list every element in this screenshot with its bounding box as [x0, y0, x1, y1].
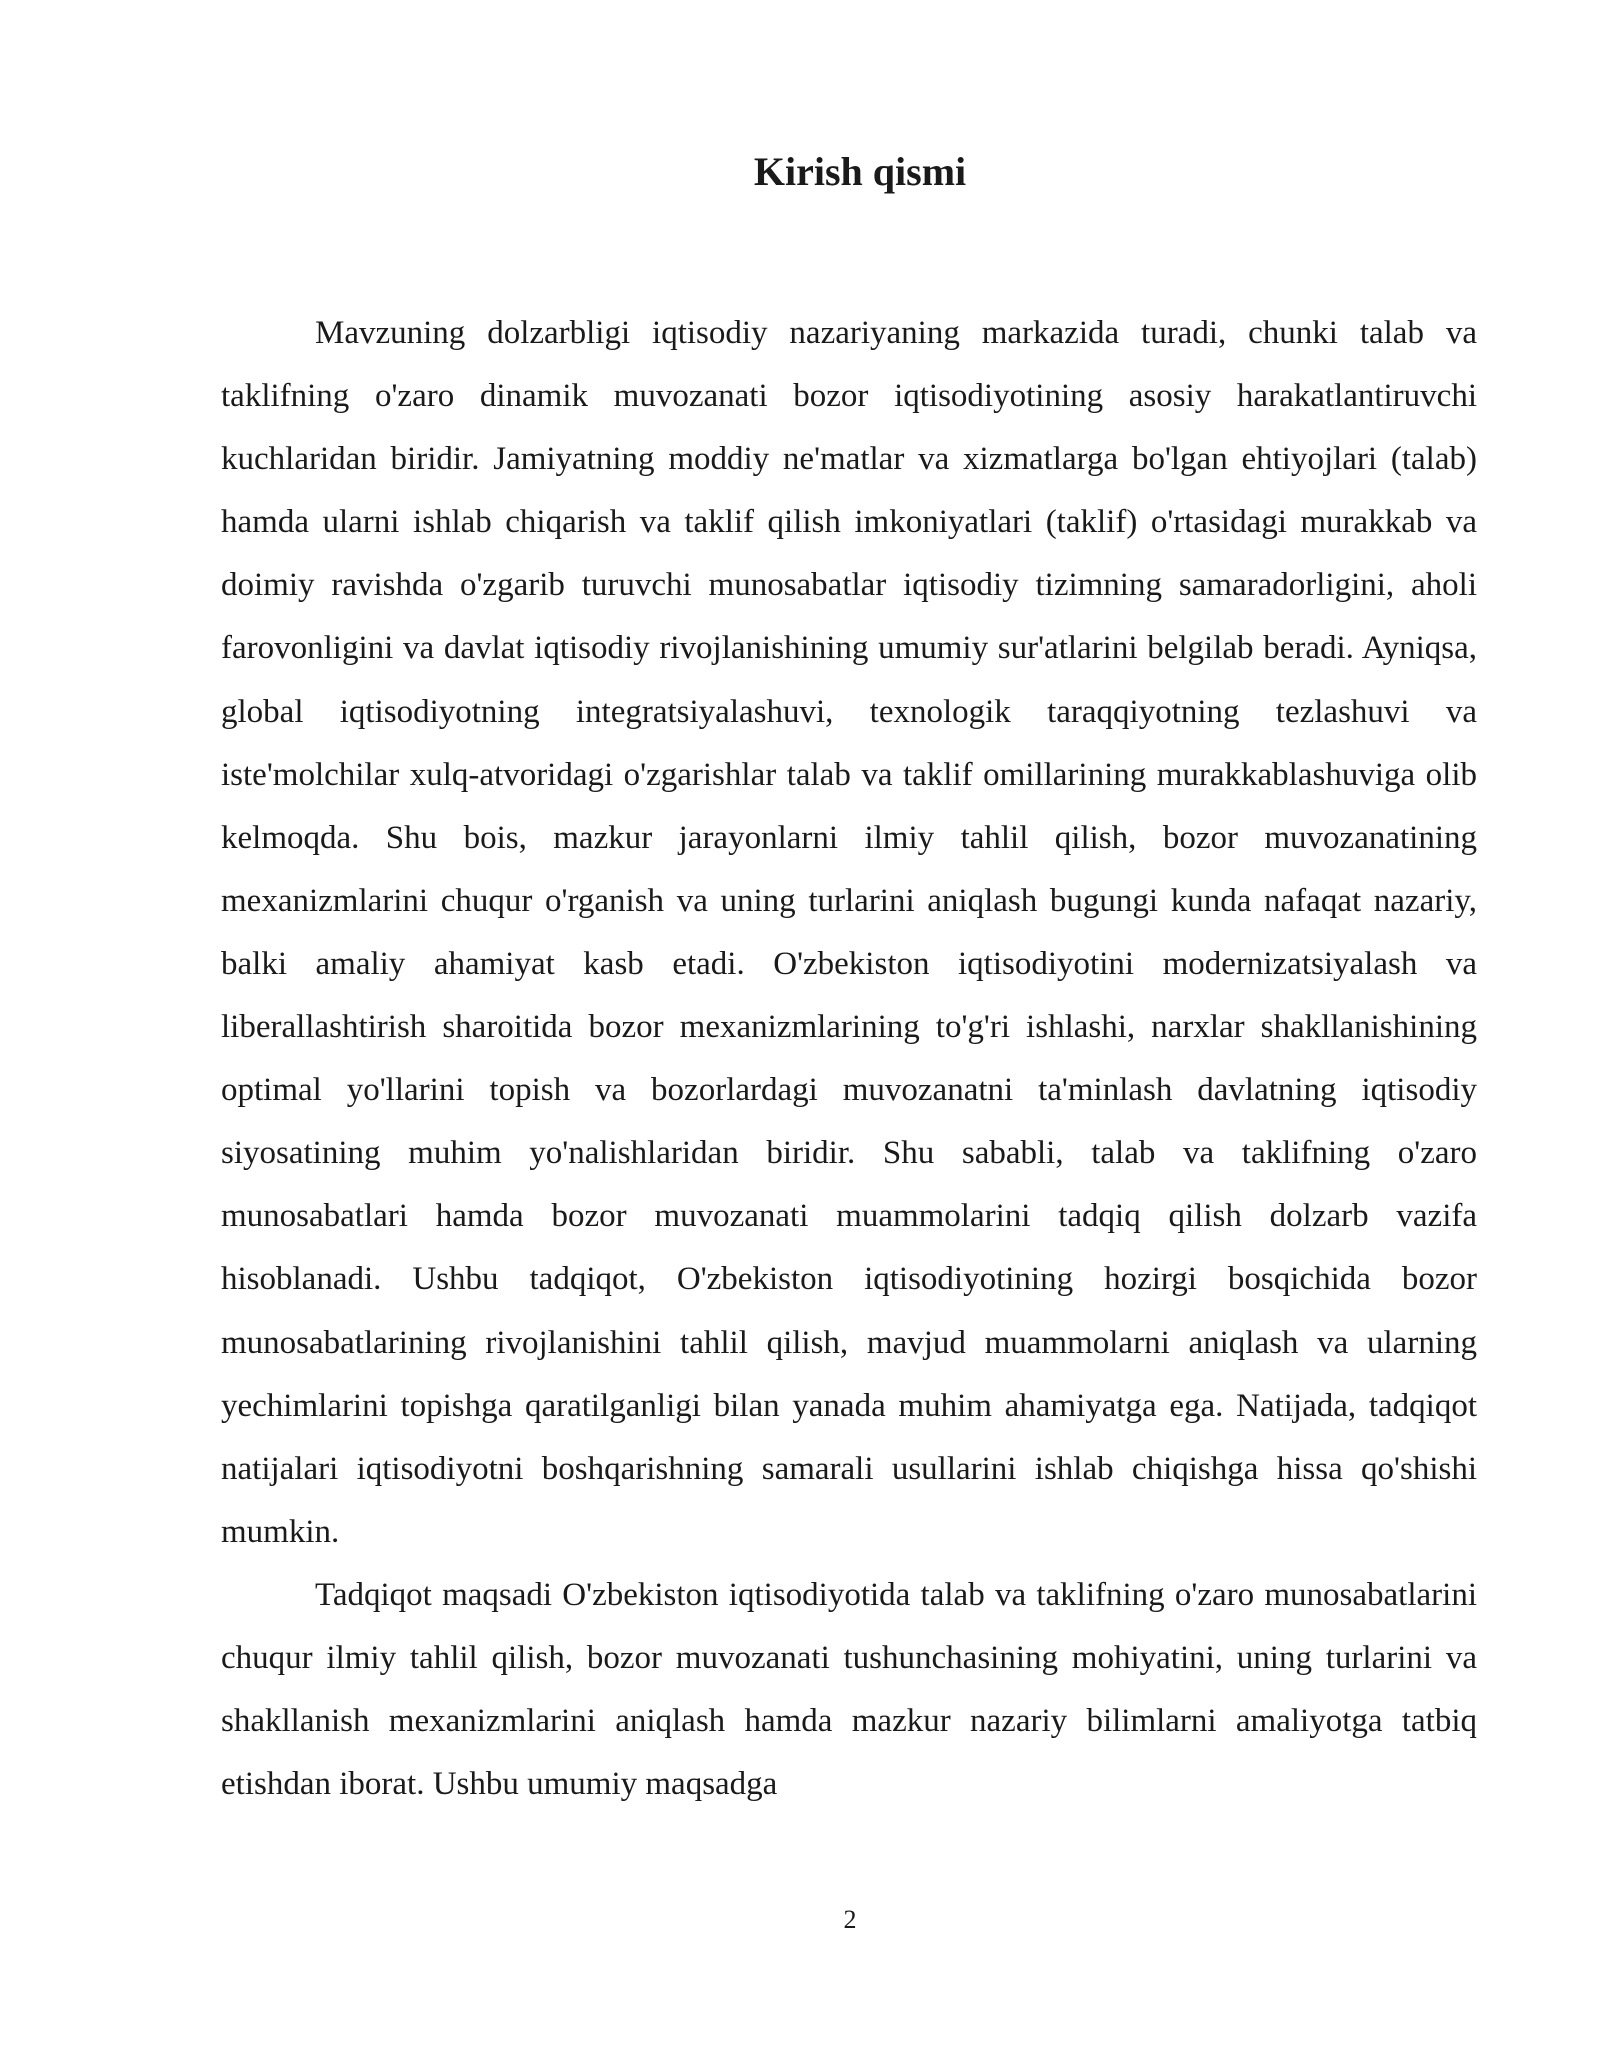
paragraph-research-goal: Tadqiqot maqsadi O'zbekiston iqtisodiyotida talab va taklifning o'zaro munosabatlarini chuqur ilmiy tahlil qilish, bozor muvozanati tushunchasining mohiyatini, uning turlarini va shakllanish mexanizmlarini aniqlash hamda mazkur nazariy bilimlarni amaliyotga tatbiq etishdan iborat. Ushbu umumiy maqsadga	[221, 1576, 1477, 1803]
page-number: 2	[843, 1905, 857, 1934]
paragraph-relevance: Mavzuning dolzarbligi iqtisodiy nazariyaning markazida turadi, chunki talab va taklifning o'zaro dinamik muvozanati bozor iqtisodiyotining asosiy harakatlantiruvchi kuchlaridan biridir. Jamiyatning moddiy ne'matlar va xizmatlarga bo'lgan ehtiyojlari (talab) hamda ularni ishlab chiqarish va taklif qilish imkoniyatlari (taklif) o'rtasidagi murakkab va doimiy ravishda o'zgarib turuvchi munosabatlar iqtisodiy tizimning samaradorligini, aholi farovonligini va davlat iqtisodiy rivojlanishining umumiy sur'atlarini belgilab beradi. Ayniqsa, global iqtisodiyotning integratsiyalashuvi, texnologik taraqqiyotning tezlashuvi va iste'molchilar xulq-atvoridagi o'zgarishlar talab va taklif omillarining murakkablashuviga olib kelmoqda. Shu bois, mazkur jarayonlarni ilmiy tahlil qilish, bozor muvozanatining mexanizmlarini chuqur o'rganish va uning turlarini aniqlash bugungi kunda nafaqat nazariy, balki amaliy ahamiyat kasb etadi. O'zbekiston iqtisodiyotini modernizatsiyalash va liberallashtirish sharoitida bozor mexanizmlarining to'g'ri ishlashi, narxlar shakllanishining optimal yo'llarini topish va bozorlardagi muvozanatni ta'minlash davlatning iqtisodiy siyosatining muhim yo'nalishlaridan biridir. Shu sababli, talab va taklifning o'zaro munosabatlari hamda bozor muvozanati muammolarini tadqiq qilish dolzarb vazifa hisoblanadi. Ushbu tadqiqot, O'zbekiston iqtisodiyotining hozirgi bosqichida bozor munosabatlarining rivojlanishini tahlil qilish, mavjud muammolarni aniqlash va ularning yechimlarini topishga qaratilganligi bilan yanada muhim ahamiyatga ega. Natijada, tadqiqot natijalari iqtisodiyotni boshqarishning samarali usullarini ishlab chiqishga hissa qo'shishi mumkin.	[221, 315, 1477, 1550]
document-body	[221, 302, 1477, 1816]
page-title: Kirish qismi	[753, 149, 967, 194]
